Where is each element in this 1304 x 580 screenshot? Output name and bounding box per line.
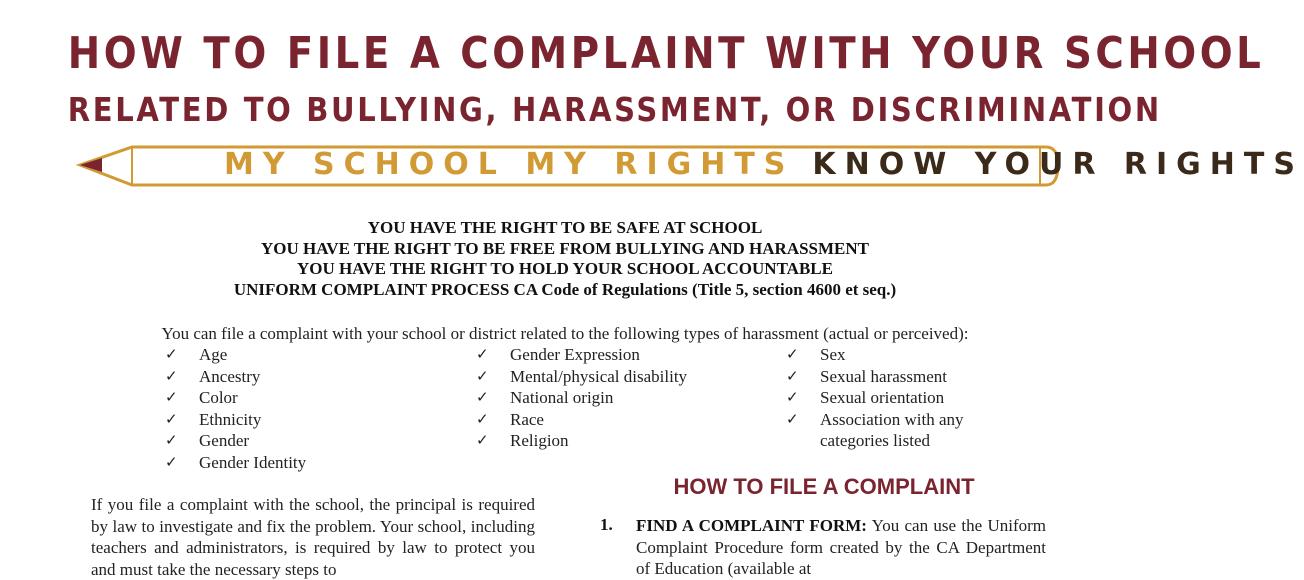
- right-line: YOU HAVE THE RIGHT TO HOLD YOUR SCHOOL ACCOUNTABLE: [297, 259, 833, 278]
- list-item: [786, 344, 1016, 366]
- checkmark-icon: ✓: [165, 409, 178, 428]
- categories-column-3: [786, 344, 1016, 452]
- list-item: [165, 387, 465, 409]
- right-line: YOU HAVE THE RIGHT TO BE FREE FROM BULLYING AND HARASSMENT: [260, 238, 870, 258]
- category-label: Age: [199, 345, 228, 364]
- checkmark-icon: ✓: [476, 431, 489, 449]
- category-label: Sex: [820, 345, 846, 364]
- checkmark-icon: ✓: [165, 452, 178, 471]
- checkmark-icon: ✓: [165, 345, 178, 363]
- slogan-my-school: MY SCHOOL MY RIGHTS: [224, 147, 795, 182]
- list-item: [476, 344, 696, 366]
- checkmark-icon: ✓: [476, 388, 489, 406]
- list-item: [165, 366, 465, 388]
- category-label: Gender Expression: [510, 345, 640, 364]
- step-1-title: FIND A COMPLAINT FORM:: [636, 516, 867, 535]
- checkmark-icon: ✓: [476, 409, 489, 428]
- checkmark-icon: ✓: [165, 431, 178, 449]
- category-label: Association with any categories listed: [820, 409, 964, 450]
- category-label: Sexual harassment: [820, 366, 947, 386]
- category-label: Color: [199, 388, 238, 407]
- category-label: Race: [510, 409, 544, 429]
- categories-column-1: [165, 344, 465, 473]
- how-to-heading: HOW TO FILE A COMPLAINT: [673, 474, 975, 499]
- list-item: [165, 452, 465, 474]
- checkmark-icon: ✓: [165, 388, 178, 406]
- checkmark-icon: ✓: [476, 345, 489, 363]
- categories-column-2: [476, 344, 696, 452]
- category-label: Religion: [510, 431, 569, 450]
- list-item: [476, 430, 696, 452]
- checkmark-icon: ✓: [786, 388, 799, 406]
- checkmark-icon: ✓: [786, 409, 799, 428]
- categories-intro: You can file a complaint with your school or district related to the following types of harassment (actual or perceived):: [161, 324, 969, 343]
- checkmark-icon: ✓: [786, 366, 799, 385]
- right-line: YOU HAVE THE RIGHT TO BE SAFE AT SCHOOL: [367, 218, 763, 237]
- step-1-body: [636, 515, 1046, 580]
- list-item: [786, 409, 1016, 452]
- rights-list: [0, 218, 1130, 300]
- pencil-slogan: [224, 147, 1304, 182]
- slogan-know-rights: KNOW YOUR RIGHTS: [812, 147, 1304, 182]
- category-label: Gender Identity: [199, 452, 307, 472]
- category-label: Gender: [199, 431, 250, 450]
- list-item: [786, 366, 1016, 388]
- right-line: UNIFORM COMPLAINT PROCESS CA Code of Regulations (Title 5, section 4600 et seq.): [233, 279, 897, 299]
- checkmark-icon: ✓: [165, 366, 178, 385]
- title-line-2: RELATED TO BULLYING, HARASSMENT, OR DISCRIMINATION: [67, 90, 1162, 129]
- list-item: [786, 387, 1016, 409]
- step-1-text: You can use the Uniform Complaint Procedure form created by the CA Department of Education (available at: [636, 516, 1047, 578]
- checkmark-icon: ✓: [786, 345, 799, 363]
- category-label: Ethnicity: [199, 409, 262, 429]
- category-label: Mental/physical disability: [510, 366, 688, 386]
- category-label: National origin: [510, 388, 614, 407]
- list-item: [476, 409, 696, 431]
- pencil-banner: [74, 141, 1304, 191]
- list-item: [165, 409, 465, 431]
- list-item: [476, 387, 696, 409]
- list-item: [476, 366, 696, 388]
- category-label: Ancestry: [199, 366, 261, 386]
- category-label: Sexual orientation: [820, 388, 945, 407]
- checkmark-icon: ✓: [476, 366, 489, 385]
- step-number: 1.: [600, 515, 613, 534]
- list-item: [165, 430, 465, 452]
- title-line-1: HOW TO FILE A COMPLAINT WITH YOUR SCHOOL: [67, 28, 1265, 79]
- principal-paragraph: If you file a complaint with the school, the principal is required by law to investigate and fix the problem. Your school, including teachers and administrators, is required by law to protect you and must take the necessary steps to: [91, 495, 535, 579]
- list-item: [165, 344, 465, 366]
